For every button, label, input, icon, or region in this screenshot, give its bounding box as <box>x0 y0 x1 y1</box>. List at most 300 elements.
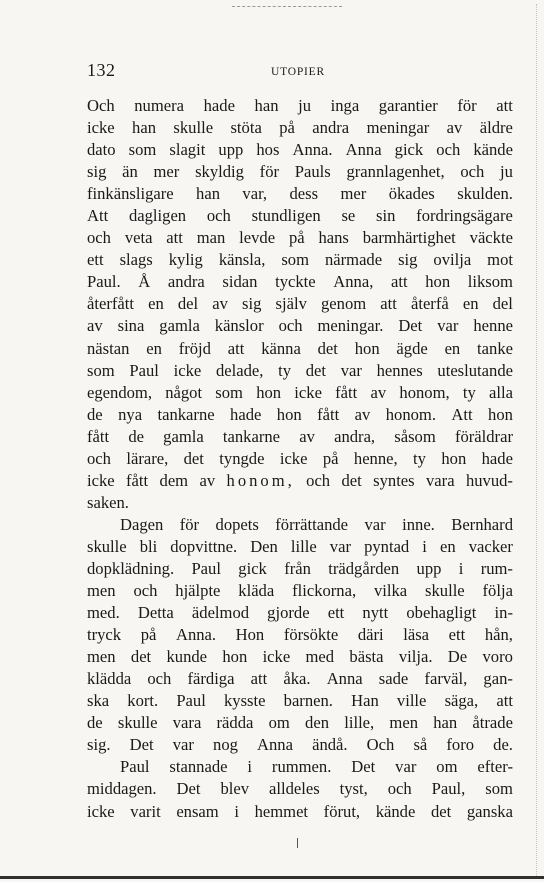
word: Det <box>351 757 376 777</box>
word: honom, <box>399 382 450 402</box>
word: finkänsligare <box>87 184 174 204</box>
word: med <box>305 647 335 667</box>
word: som <box>485 779 513 799</box>
word: farväl, <box>424 669 468 689</box>
word: ganska <box>466 801 513 821</box>
word: rummen. <box>271 757 332 777</box>
word: hjälpte <box>175 581 221 601</box>
word: tankarne <box>222 426 281 446</box>
word: levde <box>239 228 276 248</box>
word: och <box>87 228 111 248</box>
word: fordringsägare <box>416 206 513 226</box>
word: icke <box>87 470 115 490</box>
word: genom <box>320 294 367 314</box>
word: icke <box>87 118 115 138</box>
text-line <box>87 227 513 249</box>
word: åtrade <box>472 713 513 733</box>
word: för <box>457 96 477 115</box>
word: för <box>259 162 280 182</box>
word: andra <box>167 272 205 292</box>
word: stundligen <box>251 206 321 226</box>
running-head: UTOPIER <box>271 66 325 78</box>
word: obehagligt <box>406 603 477 623</box>
word: rädda <box>216 713 254 733</box>
word: i <box>234 801 239 821</box>
text-line <box>87 801 513 823</box>
word: hade <box>203 96 235 115</box>
word: Anna <box>326 669 363 689</box>
word: dagligen <box>128 206 187 226</box>
word: lille <box>290 536 317 556</box>
word: tyst, <box>339 779 368 799</box>
word: Anna, <box>333 272 374 292</box>
word: en <box>444 338 461 358</box>
text-line <box>87 382 513 404</box>
word: var <box>395 757 417 777</box>
word: i <box>422 536 427 556</box>
word: de. <box>493 735 513 755</box>
text-line <box>87 183 513 205</box>
word: färdiga <box>187 669 235 689</box>
word: icke <box>173 360 202 380</box>
word: stannade <box>169 757 228 777</box>
text-line <box>87 470 513 492</box>
word: det <box>305 360 326 380</box>
word: vara <box>426 470 455 490</box>
word: han <box>196 184 220 204</box>
word: honom. <box>385 404 436 424</box>
word: icke <box>279 448 308 468</box>
word: stöta <box>230 118 262 138</box>
word: skulle <box>173 118 214 138</box>
word: av <box>354 404 371 424</box>
word: i <box>458 558 464 578</box>
word: sidan <box>222 272 258 292</box>
word: återfått <box>87 294 134 314</box>
word: kläda <box>238 581 275 601</box>
word: Det <box>129 735 154 755</box>
text-line <box>87 338 513 360</box>
word: och <box>147 669 172 689</box>
text-line <box>87 293 513 315</box>
word: att <box>227 338 245 358</box>
word: Paul <box>120 757 150 777</box>
word: ett <box>87 250 104 270</box>
word: gamla <box>163 426 204 446</box>
word: tyngde <box>219 448 265 468</box>
word: kunde <box>166 647 208 667</box>
word: nytt <box>362 603 389 623</box>
text-line <box>87 558 513 580</box>
word: rum- <box>480 558 513 578</box>
word: de <box>128 426 144 446</box>
word: icke <box>87 801 115 821</box>
text-line <box>87 646 513 668</box>
word: pyntad <box>364 536 410 556</box>
word: del <box>492 294 513 314</box>
word: meningar. <box>317 316 384 336</box>
word: Han <box>351 691 379 711</box>
word: alldeles <box>269 779 320 799</box>
word: blev <box>220 779 250 799</box>
word: som <box>215 382 243 402</box>
word: det <box>341 470 362 490</box>
word: och <box>436 140 461 160</box>
word: De <box>447 647 468 667</box>
word: själv <box>275 294 307 314</box>
word: av <box>87 316 103 336</box>
word: Det <box>398 316 423 336</box>
word: med. <box>87 603 120 623</box>
text-line <box>87 492 513 514</box>
body-text <box>87 95 513 823</box>
word: dopets <box>215 514 259 534</box>
word: Paul. <box>87 272 121 292</box>
word: Att <box>87 206 109 226</box>
word: känslor <box>214 316 264 336</box>
word: Anna <box>345 140 382 160</box>
text-line <box>87 139 513 161</box>
word: sig. <box>87 735 111 755</box>
word: Anna. <box>292 140 333 160</box>
word: meningar <box>366 118 430 138</box>
word: av <box>199 470 216 490</box>
word: in- <box>494 603 513 623</box>
text-line <box>87 580 513 602</box>
word: slagit <box>169 140 206 160</box>
word: närmade <box>324 250 383 270</box>
word: Bernhard <box>451 514 513 534</box>
word: mot <box>487 250 513 270</box>
word: försökte <box>283 625 339 645</box>
word: Dagen <box>120 514 164 534</box>
word: numera <box>134 96 185 115</box>
word: men <box>87 581 116 601</box>
word: hennes <box>376 360 423 380</box>
word: som <box>281 250 309 270</box>
word: klädda <box>87 669 132 689</box>
word: följa <box>482 581 513 601</box>
scan-edge-top <box>232 6 342 7</box>
page-number: 132 <box>87 60 116 80</box>
word: Det <box>176 779 201 799</box>
word: ju <box>298 96 312 115</box>
word: det <box>183 448 204 468</box>
word: kylig <box>168 250 203 270</box>
word: Och <box>87 96 115 115</box>
word: förut, <box>323 801 361 821</box>
word: inne. <box>402 514 435 534</box>
word: garantier <box>378 96 438 115</box>
word: det <box>317 338 338 358</box>
word: Och <box>366 735 395 755</box>
word: fått <box>335 382 358 402</box>
word: ovilja <box>433 250 472 270</box>
word: hon <box>425 272 451 292</box>
word: föräldrar <box>454 426 513 446</box>
word: saken. <box>87 492 129 512</box>
word: något <box>165 382 203 402</box>
word: att <box>496 96 513 115</box>
word: fått <box>126 470 149 490</box>
word: han <box>433 713 458 733</box>
text-line <box>87 360 513 382</box>
word: återfå <box>410 294 449 314</box>
word: ska <box>87 691 110 711</box>
text-line <box>87 756 513 778</box>
word: tyckte <box>275 272 316 292</box>
word: känna <box>261 338 301 358</box>
text-line <box>87 315 513 337</box>
word: tanke <box>477 338 513 358</box>
text-line <box>87 712 513 734</box>
word: gjorde <box>267 603 310 623</box>
word: en <box>462 294 479 314</box>
word: fått <box>317 404 340 424</box>
word: var, <box>242 184 268 204</box>
word: att <box>496 691 513 711</box>
word: tryck <box>87 625 122 645</box>
word: dopklädning. <box>87 558 175 578</box>
word: av <box>212 294 228 314</box>
text-line <box>87 536 513 558</box>
word: andra <box>312 118 350 138</box>
word: icke <box>294 382 322 402</box>
text-line <box>87 448 513 470</box>
word: sade <box>378 669 409 689</box>
word: hon <box>441 448 467 468</box>
word: ädelmod <box>191 603 250 623</box>
text-line <box>87 205 513 227</box>
text-line <box>87 668 513 690</box>
word: liksom <box>467 272 513 292</box>
word: hon <box>276 404 302 424</box>
word: väckte <box>469 228 513 248</box>
word: skulle <box>117 713 158 733</box>
word: var <box>364 514 386 534</box>
word: men <box>87 647 116 667</box>
word: sig <box>87 162 107 182</box>
scan-edge-bottom <box>0 876 544 879</box>
word: och <box>306 470 331 490</box>
word: de <box>87 713 103 733</box>
word: på <box>288 228 305 248</box>
word: lille, <box>344 713 375 733</box>
word: sina <box>117 316 145 336</box>
word: fått <box>87 426 110 446</box>
word: skulden. <box>457 184 513 204</box>
word: men <box>389 713 418 733</box>
text-line <box>87 690 513 712</box>
word: voro <box>482 647 513 667</box>
word: förrättande <box>275 514 349 534</box>
word: nya <box>118 404 143 424</box>
word: icke <box>262 647 291 667</box>
word: från <box>284 558 311 578</box>
word: ett <box>327 603 345 623</box>
word: på <box>322 448 339 468</box>
word: han <box>132 118 157 138</box>
word: kysste <box>224 691 266 711</box>
word: dess <box>289 184 319 204</box>
word: upp <box>416 558 442 578</box>
word: hos <box>256 140 280 160</box>
word: kände <box>375 801 416 821</box>
word: hån, <box>484 625 513 645</box>
word: ändå. <box>312 735 348 755</box>
word: det <box>130 647 152 667</box>
word: ju <box>500 162 513 182</box>
word: gamla <box>159 316 200 336</box>
word: en <box>439 536 456 556</box>
word: slags <box>119 250 153 270</box>
word: vilja. <box>398 647 433 667</box>
word: så <box>413 735 428 755</box>
word: den <box>305 713 330 733</box>
word: mer <box>340 184 367 204</box>
word: hon <box>354 338 380 358</box>
word: Paul <box>191 558 221 578</box>
text-line <box>87 249 513 271</box>
scan-edge-right <box>536 4 537 878</box>
word: bli <box>139 536 158 556</box>
word: hon <box>222 647 248 667</box>
word: såsom <box>394 426 436 446</box>
text-line <box>87 161 513 183</box>
text-line <box>87 95 513 117</box>
word: Å <box>138 272 151 292</box>
word: henne <box>473 316 513 336</box>
word: vilka <box>373 581 408 601</box>
footer-mark <box>297 838 298 848</box>
word: man <box>196 228 226 248</box>
text-line <box>87 624 513 646</box>
word: skyldig <box>195 162 244 182</box>
word: ty <box>413 448 426 468</box>
word: de <box>87 404 103 424</box>
word: och <box>87 448 111 468</box>
word: hade <box>481 448 513 468</box>
word: på <box>140 625 157 645</box>
word: hans <box>318 228 349 248</box>
word: ensam <box>176 801 219 821</box>
word: och <box>133 581 158 601</box>
word: dato <box>87 140 116 160</box>
word: lärare, <box>126 448 169 468</box>
word: kände <box>473 140 513 160</box>
text-line <box>87 271 513 293</box>
word: gick <box>238 558 267 578</box>
word: Paul, <box>431 779 466 799</box>
word: varit <box>130 801 161 821</box>
word: som <box>128 140 157 160</box>
word: av <box>446 118 463 138</box>
word: middagen. <box>87 779 157 799</box>
word: flickorna, <box>292 581 357 601</box>
word: henne, <box>353 448 398 468</box>
word: alla <box>489 382 513 402</box>
text-line <box>87 514 513 536</box>
word: att <box>250 669 268 689</box>
word: om <box>436 757 458 777</box>
text-line <box>87 426 513 448</box>
text-line <box>87 778 513 800</box>
word: var <box>329 536 351 556</box>
word: sig <box>242 294 262 314</box>
word: på <box>279 118 295 138</box>
word: ville <box>396 691 427 711</box>
word: i <box>247 757 253 777</box>
word: kort. <box>127 691 159 711</box>
word: äldre <box>479 118 513 138</box>
word: en <box>148 294 164 314</box>
word: huvud- <box>465 470 513 490</box>
word: Paul <box>176 691 206 711</box>
word: ty <box>462 382 476 402</box>
word: än <box>122 162 138 182</box>
word: delade, <box>215 360 264 380</box>
word: uteslutande <box>437 360 513 380</box>
word: däri <box>357 625 384 645</box>
word: och <box>278 316 303 336</box>
text-line <box>87 404 513 426</box>
word: var <box>437 316 459 336</box>
word: gick <box>394 140 424 160</box>
word: vacker <box>468 536 513 556</box>
word: och <box>460 162 485 182</box>
word: barnen. <box>283 691 333 711</box>
word: det <box>430 801 452 821</box>
word: och <box>387 779 412 799</box>
word: dopvittne. <box>170 536 238 556</box>
word: andra, <box>334 426 376 446</box>
word: fröjd <box>178 338 211 358</box>
word: gan- <box>483 669 513 689</box>
word: av <box>370 382 387 402</box>
word: nästan <box>87 338 130 358</box>
word: trädgården <box>328 558 400 578</box>
word: om <box>268 713 290 733</box>
word: att <box>380 294 397 314</box>
text-line <box>87 734 513 756</box>
word: hade <box>230 404 262 424</box>
word: Pauls <box>294 162 331 182</box>
word: känsla, <box>218 250 266 270</box>
word: sig <box>398 250 418 270</box>
word: del <box>177 294 199 314</box>
word: han <box>254 96 279 115</box>
word: foro <box>446 735 475 755</box>
word: hemmet <box>254 801 309 821</box>
word: åka. <box>283 669 311 689</box>
text-line <box>87 602 513 624</box>
word: att <box>391 272 408 292</box>
word: Detta <box>137 603 174 623</box>
word: se <box>341 206 356 226</box>
word: och <box>206 206 231 226</box>
word: mer <box>153 162 180 182</box>
word: ett <box>448 625 466 645</box>
word: syntes <box>373 470 415 490</box>
word: skulle <box>425 581 465 601</box>
word: nog <box>213 735 238 755</box>
word: säga, <box>444 691 479 711</box>
word: Anna. <box>175 625 217 645</box>
word: upp <box>218 140 244 160</box>
word: Att <box>451 404 473 424</box>
word: ty <box>278 360 292 380</box>
word: av <box>299 426 315 446</box>
